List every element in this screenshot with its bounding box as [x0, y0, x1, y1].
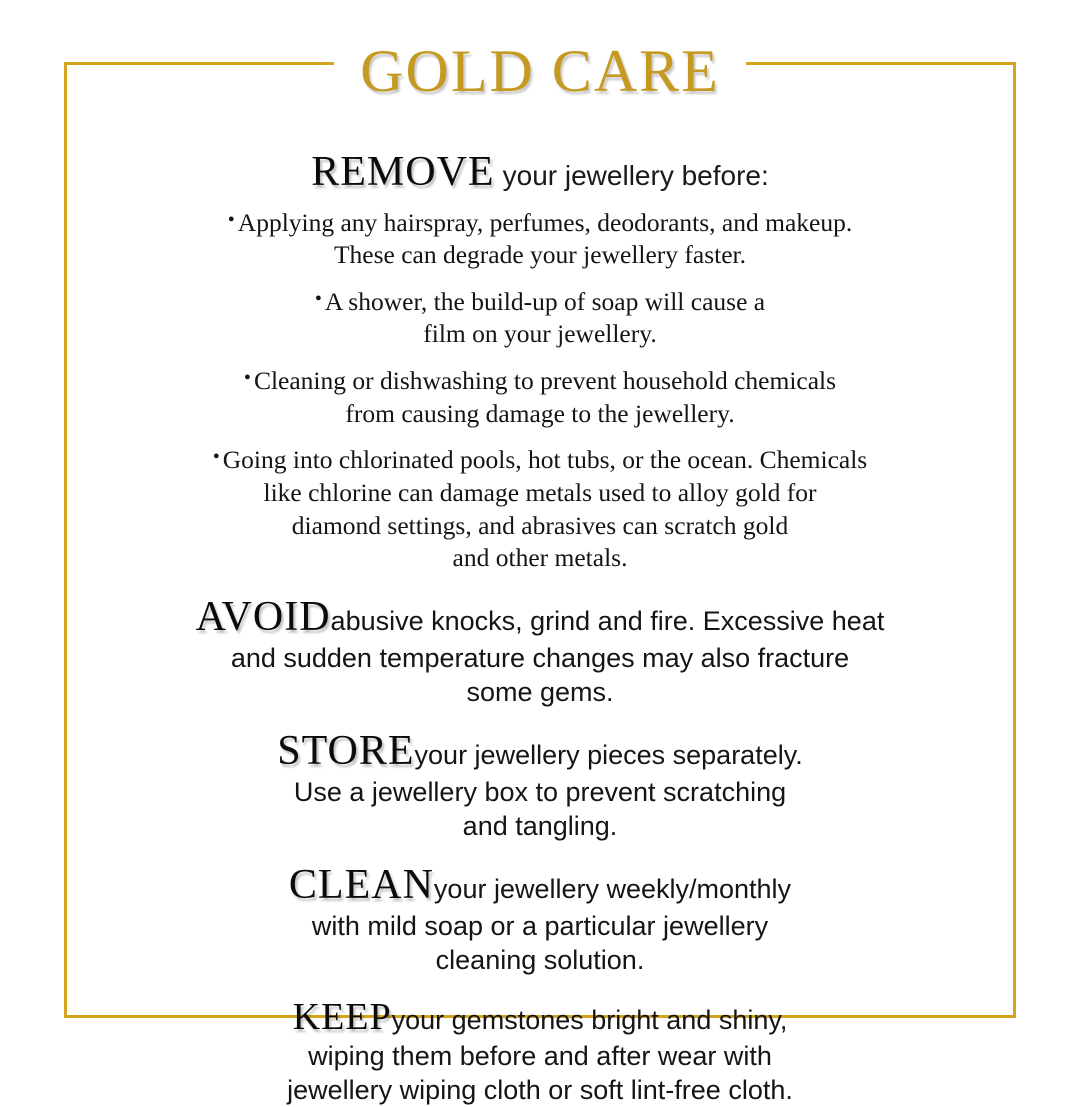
bullet-line-1: A shower, the build-up of soap will cause a [324, 286, 766, 316]
store-first-line: your jewellery pieces separately. [414, 739, 803, 770]
clean-first-line: your jewellery weekly/monthly [433, 873, 792, 904]
bullet-icon: • [314, 287, 322, 310]
bullet-line-2: from causing damage to the jewellery. [345, 398, 735, 428]
avoid-line-3: some gems. [466, 676, 614, 707]
bullet-line-4: and other metals. [452, 543, 628, 573]
bullet-line-1: Applying any hairspray, perfumes, deodorants, and makeup. [237, 207, 853, 237]
store-keyword: STORE [277, 727, 415, 774]
bullet-icon: • [212, 446, 220, 469]
avoid-line-2: and sudden temperature changes may also fracture [230, 642, 850, 673]
bullet-line-1: Going into chlorinated pools, hot tubs, or the ocean. Chemicals [222, 445, 868, 475]
bullet-line-3: diamond settings, and abrasives can scratch gold [291, 510, 789, 540]
keep-line-3: jewellery wiping cloth or soft lint-free cloth. [287, 1074, 793, 1105]
store-line-2: Use a jewellery box to prevent scratching [293, 776, 787, 807]
page-title-container [0, 40, 1080, 103]
avoid-keyword: AVOID [195, 593, 331, 640]
keep-block [90, 995, 990, 1107]
bullet-icon: • [227, 208, 235, 231]
page-title: GOLD CARE [334, 40, 746, 103]
bullet-line-2: like chlorine can damage metals used to alloy gold for [263, 477, 817, 507]
remove-keyword: REMOVE [311, 149, 495, 195]
clean-block [90, 861, 990, 977]
avoid-block [90, 593, 990, 709]
bullet-line-2: These can degrade your jewellery faster. [333, 240, 747, 270]
store-block [90, 727, 990, 843]
keep-first-line: your gemstones bright and shiny, [391, 1004, 788, 1035]
avoid-first-line: abusive knocks, grind and fire. Excessive heat [330, 605, 885, 636]
bullet-line-1: Cleaning or dishwashing to prevent household chemicals [253, 366, 837, 395]
bullet-line-2: film on your jewellery. [423, 319, 657, 349]
care-instructions-content [90, 132, 990, 1107]
list-item [90, 286, 990, 351]
bullet-icon: • [243, 367, 251, 389]
store-line-3: and tangling. [462, 810, 618, 841]
remove-bullet-list [90, 207, 990, 575]
remove-heading [90, 146, 990, 199]
clean-line-2: with mild soap or a particular jewellery [311, 910, 769, 941]
clean-line-3: cleaning solution. [435, 944, 645, 975]
list-item [90, 444, 990, 575]
keep-line-2: wiping them before and after wear with [308, 1040, 772, 1071]
keep-keyword: KEEP [292, 995, 392, 1038]
remove-heading-rest: your jewellery before: [502, 160, 769, 191]
list-item [90, 365, 990, 430]
clean-keyword: CLEAN [288, 861, 434, 908]
list-item [90, 207, 990, 272]
